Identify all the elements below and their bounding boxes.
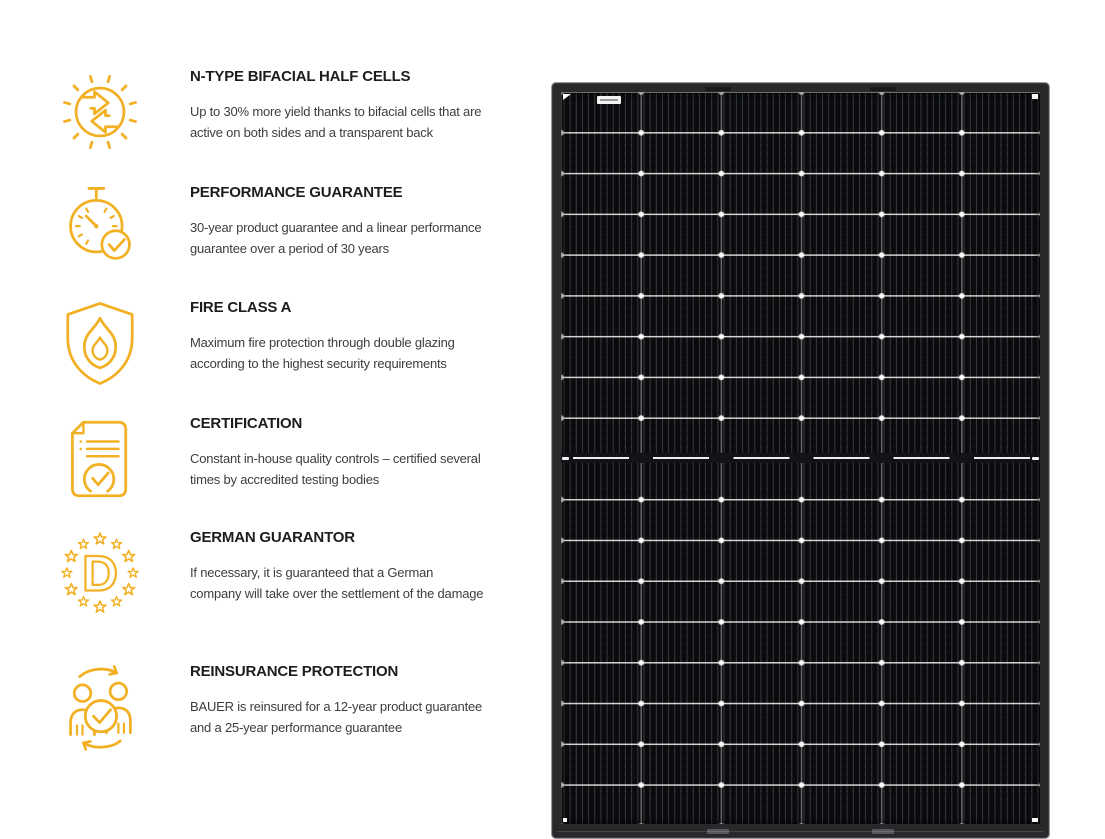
panel-corner-mark <box>563 94 571 100</box>
feature-fire-class <box>52 297 486 389</box>
feature-description: Maximum fire protection through double glazing according to the highest security requirements <box>190 335 455 371</box>
sun-bifacial-arrows-icon <box>52 66 148 158</box>
feature-performance <box>52 182 486 274</box>
feature-title: CERTIFICATION <box>190 415 303 432</box>
panel-corner-mark <box>1032 94 1038 99</box>
feature-title: PERFORMANCE GUARANTEE <box>190 184 403 201</box>
feature-description: Constant in-house quality controls – certified several times by accredited testing bodies <box>190 451 481 487</box>
feature-description: If necessary, it is guaranteed that a German company will take over the settlement of the damage <box>190 565 484 601</box>
feature-title: GERMAN GUARANTOR <box>190 529 355 546</box>
feature-description: BAUER is reinsured for a 12-year product guarantee and a 25-year performance guarantee <box>190 699 483 735</box>
german-d-stars-icon <box>52 527 148 619</box>
solar-panel-image <box>551 82 1050 839</box>
panel-corner-mark <box>1032 818 1038 822</box>
panel-frame-notch <box>870 87 896 91</box>
feature-description: Up to 30% more yield thanks to bifacial cells that are active on both sides and a transparent back <box>190 104 482 140</box>
feature-bifacial <box>52 66 486 158</box>
feature-description: 30-year product guarantee and a linear performance guarantee over a period of 30 years <box>190 220 482 256</box>
panel-cell-grid <box>561 92 1040 824</box>
svg-text:D: D <box>82 545 118 602</box>
panel-frame <box>551 82 1050 839</box>
feature-german-guarantor <box>52 527 486 619</box>
feature-title: FIRE CLASS A <box>190 299 292 316</box>
feature-title: N-TYPE BIFACIAL HALF CELLS <box>190 68 411 85</box>
panel-bottom-clip <box>707 829 729 834</box>
panel-frame-notch <box>705 87 731 91</box>
fire-shield-icon <box>52 297 148 389</box>
panel-serial-label <box>597 96 621 104</box>
feature-certification <box>52 413 486 505</box>
panel-middle-junction <box>561 453 1040 463</box>
feature-title: REINSURANCE PROTECTION <box>190 663 399 680</box>
panel-corner-mark <box>563 818 567 822</box>
stopwatch-check-icon <box>52 182 148 274</box>
reinsurance-people-icon <box>52 661 148 753</box>
panel-bottom-clip <box>872 829 894 834</box>
feature-reinsurance <box>52 661 486 753</box>
certificate-document-icon <box>52 413 148 505</box>
